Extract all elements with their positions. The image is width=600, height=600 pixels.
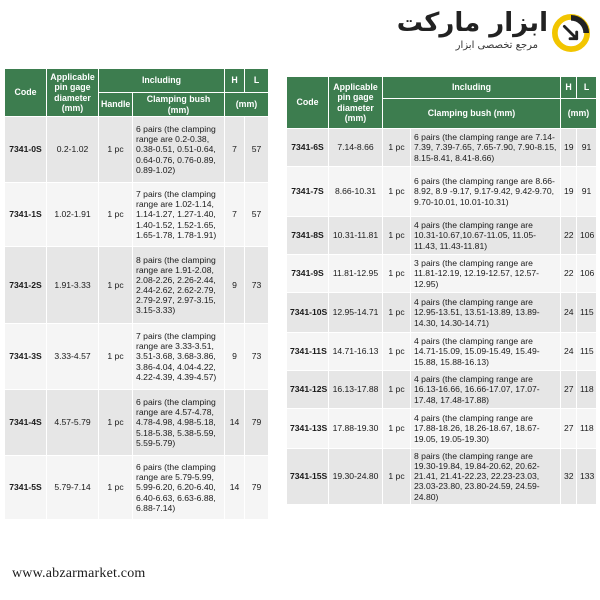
code-cell: 7341-10S (287, 293, 329, 333)
h-cell: 9 (225, 324, 245, 390)
code-cell: 7341-11S (287, 333, 329, 371)
website-url: www.abzarmarket.com (12, 566, 146, 581)
code-cell: 7341-8S (287, 217, 329, 255)
header-including: Including (99, 69, 225, 93)
diameter-cell: 1.02-1.91 (47, 183, 99, 247)
logo-ring-icon (552, 14, 590, 52)
handle-cell: 1 pc (99, 456, 133, 520)
handle-cell: 1 pc (99, 247, 133, 324)
header-including: Including (383, 77, 561, 99)
diameter-cell: 5.79-7.14 (47, 456, 99, 520)
diameter-cell: 3.33-4.57 (47, 324, 99, 390)
h-cell: 24 (561, 293, 577, 333)
handle-cell: 1 pc (99, 183, 133, 247)
code-cell: 7341-5S (5, 456, 47, 520)
h-cell: 32 (561, 449, 577, 505)
l-cell: 106 (577, 255, 597, 293)
right-table-body (287, 129, 597, 505)
clamping-bush-cell: 8 pairs (the clamping range are 19.30-19.84, 19.84-20.62, 20.62-21.41, 21.41-22.23, 22.23-23.03, 23.03-23.80, 23.80-24.59, 24.59-24.80) (411, 449, 561, 505)
handle-cell: 1 pc (383, 449, 411, 505)
h-cell: 19 (561, 129, 577, 167)
code-cell: 7341-4S (5, 390, 47, 456)
code-cell: 7341-9S (287, 255, 329, 293)
l-cell: 106 (577, 217, 597, 255)
header-l: L (577, 77, 597, 99)
l-cell: 118 (577, 409, 597, 449)
handle-cell: 1 pc (99, 117, 133, 183)
header-code: Code (287, 77, 329, 129)
header-code: Code (5, 69, 47, 117)
table-row (287, 129, 597, 167)
clamping-bush-cell: 4 pairs (the clamping range are 12.95-13.51, 13.51-13.89, 13.89-14.30, 14.30-14.71) (411, 293, 561, 333)
l-cell: 118 (577, 371, 597, 409)
l-cell: 91 (577, 167, 597, 217)
diameter-cell: 19.30-24.80 (329, 449, 383, 505)
brand-logo (396, 4, 592, 56)
l-cell: 57 (245, 183, 269, 247)
table-row (287, 217, 597, 255)
diameter-cell: 14.71-16.13 (329, 333, 383, 371)
code-cell: 7341-13S (287, 409, 329, 449)
diameter-cell: 16.13-17.88 (329, 371, 383, 409)
diameter-cell: 4.57-5.79 (47, 390, 99, 456)
diameter-cell: 12.95-14.71 (329, 293, 383, 333)
table-row (287, 371, 597, 409)
table-row (5, 183, 269, 247)
code-cell: 7341-2S (5, 247, 47, 324)
clamping-bush-cell: 7 pairs (the clamping range are 3.33-3.51, 3.51-3.68, 3.68-3.86, 3.86-4.04, 4.04-4.22, 4.22-4.39, 4.39-4.57) (133, 324, 225, 390)
handle-cell: 1 pc (383, 333, 411, 371)
header-diameter: Applicable pin gage diameter (mm) (329, 77, 383, 129)
clamping-bush-cell: 4 pairs (the clamping range are 17.88-18.26, 18.26-18.67, 18.67-19.05, 19.05-19.30) (411, 409, 561, 449)
logo-name: ابزار مارکت (396, 8, 548, 38)
code-cell: 7341-3S (5, 324, 47, 390)
table-row (5, 324, 269, 390)
l-cell: 79 (245, 390, 269, 456)
header-bush: Clamping bush (mm) (133, 93, 225, 117)
h-cell: 9 (225, 247, 245, 324)
h-cell: 22 (561, 255, 577, 293)
diameter-cell: 8.66-10.31 (329, 167, 383, 217)
diameter-cell: 10.31-11.81 (329, 217, 383, 255)
table-row (5, 456, 269, 520)
clamping-bush-cell: 4 pairs (the clamping range are 16.13-16.66, 16.66-17.07, 17.07-17.48, 17.48-17.88) (411, 371, 561, 409)
table-row (5, 390, 269, 456)
handle-cell: 1 pc (383, 409, 411, 449)
diameter-cell: 1.91-3.33 (47, 247, 99, 324)
handle-cell: 1 pc (99, 324, 133, 390)
clamping-bush-cell: 4 pairs (the clamping range are 10.31-10.67,10.67-11.05, 11.05-11.43, 11.43-11.81) (411, 217, 561, 255)
header-mm: (mm) (225, 93, 269, 117)
header-l: L (245, 69, 269, 93)
header-h: H (561, 77, 577, 99)
h-cell: 19 (561, 167, 577, 217)
h-cell: 27 (561, 371, 577, 409)
clamping-bush-cell: 7 pairs (the clamping range are 1.02-1.14, 1.14-1.27, 1.27-1.40, 1.40-1.52, 1.52-1.65, 1.65-1.78, 1.78-1.91) (133, 183, 225, 247)
table-row (287, 333, 597, 371)
clamping-bush-cell: 4 pairs (the clamping range are 14.71-15.09, 15.09-15.49, 15.49-15.88, 15.88-16.13) (411, 333, 561, 371)
code-cell: 7341-15S (287, 449, 329, 505)
clamping-bush-cell: 8 pairs (the clamping range are 1.91-2.08, 2.08-2.26, 2.26-2.44, 2.44-2.62, 2.62-2.79, 2.79-2.97, 2.97-3.15, 3.15-3.33) (133, 247, 225, 324)
table-row (287, 449, 597, 505)
clamping-bush-cell: 6 pairs (the clamping range are 7.14-7.39, 7.39-7.65, 7.65-7.90, 7.90-8.15, 8.15-8.41, 8.41-8.66) (411, 129, 561, 167)
l-cell: 79 (245, 456, 269, 520)
clamping-bush-cell: 6 pairs (the clamping range are 5.79-5.99, 5.99-6.20, 6.20-6.40, 6.40-6.63, 6.63-6.88, 6.88-7.14) (133, 456, 225, 520)
code-cell: 7341-0S (5, 117, 47, 183)
handle-cell: 1 pc (383, 293, 411, 333)
code-cell: 7341-12S (287, 371, 329, 409)
handle-cell: 1 pc (383, 217, 411, 255)
l-cell: 73 (245, 324, 269, 390)
handle-cell: 1 pc (99, 390, 133, 456)
header-h: H (225, 69, 245, 93)
handle-cell: 1 pc (383, 255, 411, 293)
table-row (287, 293, 597, 333)
logo-tagline: مرجع تخصصی ابزار (455, 40, 538, 51)
diameter-cell: 7.14-8.66 (329, 129, 383, 167)
spec-table-right (286, 76, 597, 505)
header-mm: (mm) (561, 99, 597, 129)
clamping-bush-cell: 6 pairs (the clamping range are 4.57-4.78, 4.78-4.98, 4.98-5.18, 5.18-5.38, 5.38-5.59, 5.59-5.79) (133, 390, 225, 456)
header-handle: Handle (99, 93, 133, 117)
h-cell: 14 (225, 456, 245, 520)
l-cell: 73 (245, 247, 269, 324)
h-cell: 7 (225, 117, 245, 183)
diameter-cell: 0.2-1.02 (47, 117, 99, 183)
table-row (287, 409, 597, 449)
h-cell: 14 (225, 390, 245, 456)
code-cell: 7341-1S (5, 183, 47, 247)
l-cell: 115 (577, 293, 597, 333)
diameter-cell: 11.81-12.95 (329, 255, 383, 293)
header-bush: Clamping bush (mm) (383, 99, 561, 129)
table-row (287, 255, 597, 293)
code-cell: 7341-6S (287, 129, 329, 167)
left-table-body (5, 117, 269, 520)
table-row (5, 247, 269, 324)
l-cell: 57 (245, 117, 269, 183)
h-cell: 7 (225, 183, 245, 247)
table-row (5, 117, 269, 183)
handle-cell: 1 pc (383, 167, 411, 217)
handle-cell: 1 pc (383, 371, 411, 409)
handle-cell: 1 pc (383, 129, 411, 167)
l-cell: 133 (577, 449, 597, 505)
clamping-bush-cell: 3 pairs (the clamping range are 11.81-12.19, 12.19-12.57, 12.57-12.95) (411, 255, 561, 293)
table-row (287, 167, 597, 217)
clamping-bush-cell: 6 pairs (the clamping range are 0.2-0.38, 0.38-0.51, 0.51-0.64, 0.64-0.76, 0.76-0.89, 0.89-1.02) (133, 117, 225, 183)
h-cell: 24 (561, 333, 577, 371)
clamping-bush-cell: 6 pairs (the clamping range are 8.66-8.92, 8.9 -9.17, 9.17-9.42, 9.42-9.70, 9.70-10.01, 10.01-10.31) (411, 167, 561, 217)
header-diameter: Applicable pin gage diameter (mm) (47, 69, 99, 117)
code-cell: 7341-7S (287, 167, 329, 217)
diameter-cell: 17.88-19.30 (329, 409, 383, 449)
h-cell: 27 (561, 409, 577, 449)
l-cell: 115 (577, 333, 597, 371)
spec-table-left (4, 68, 269, 520)
l-cell: 91 (577, 129, 597, 167)
h-cell: 22 (561, 217, 577, 255)
